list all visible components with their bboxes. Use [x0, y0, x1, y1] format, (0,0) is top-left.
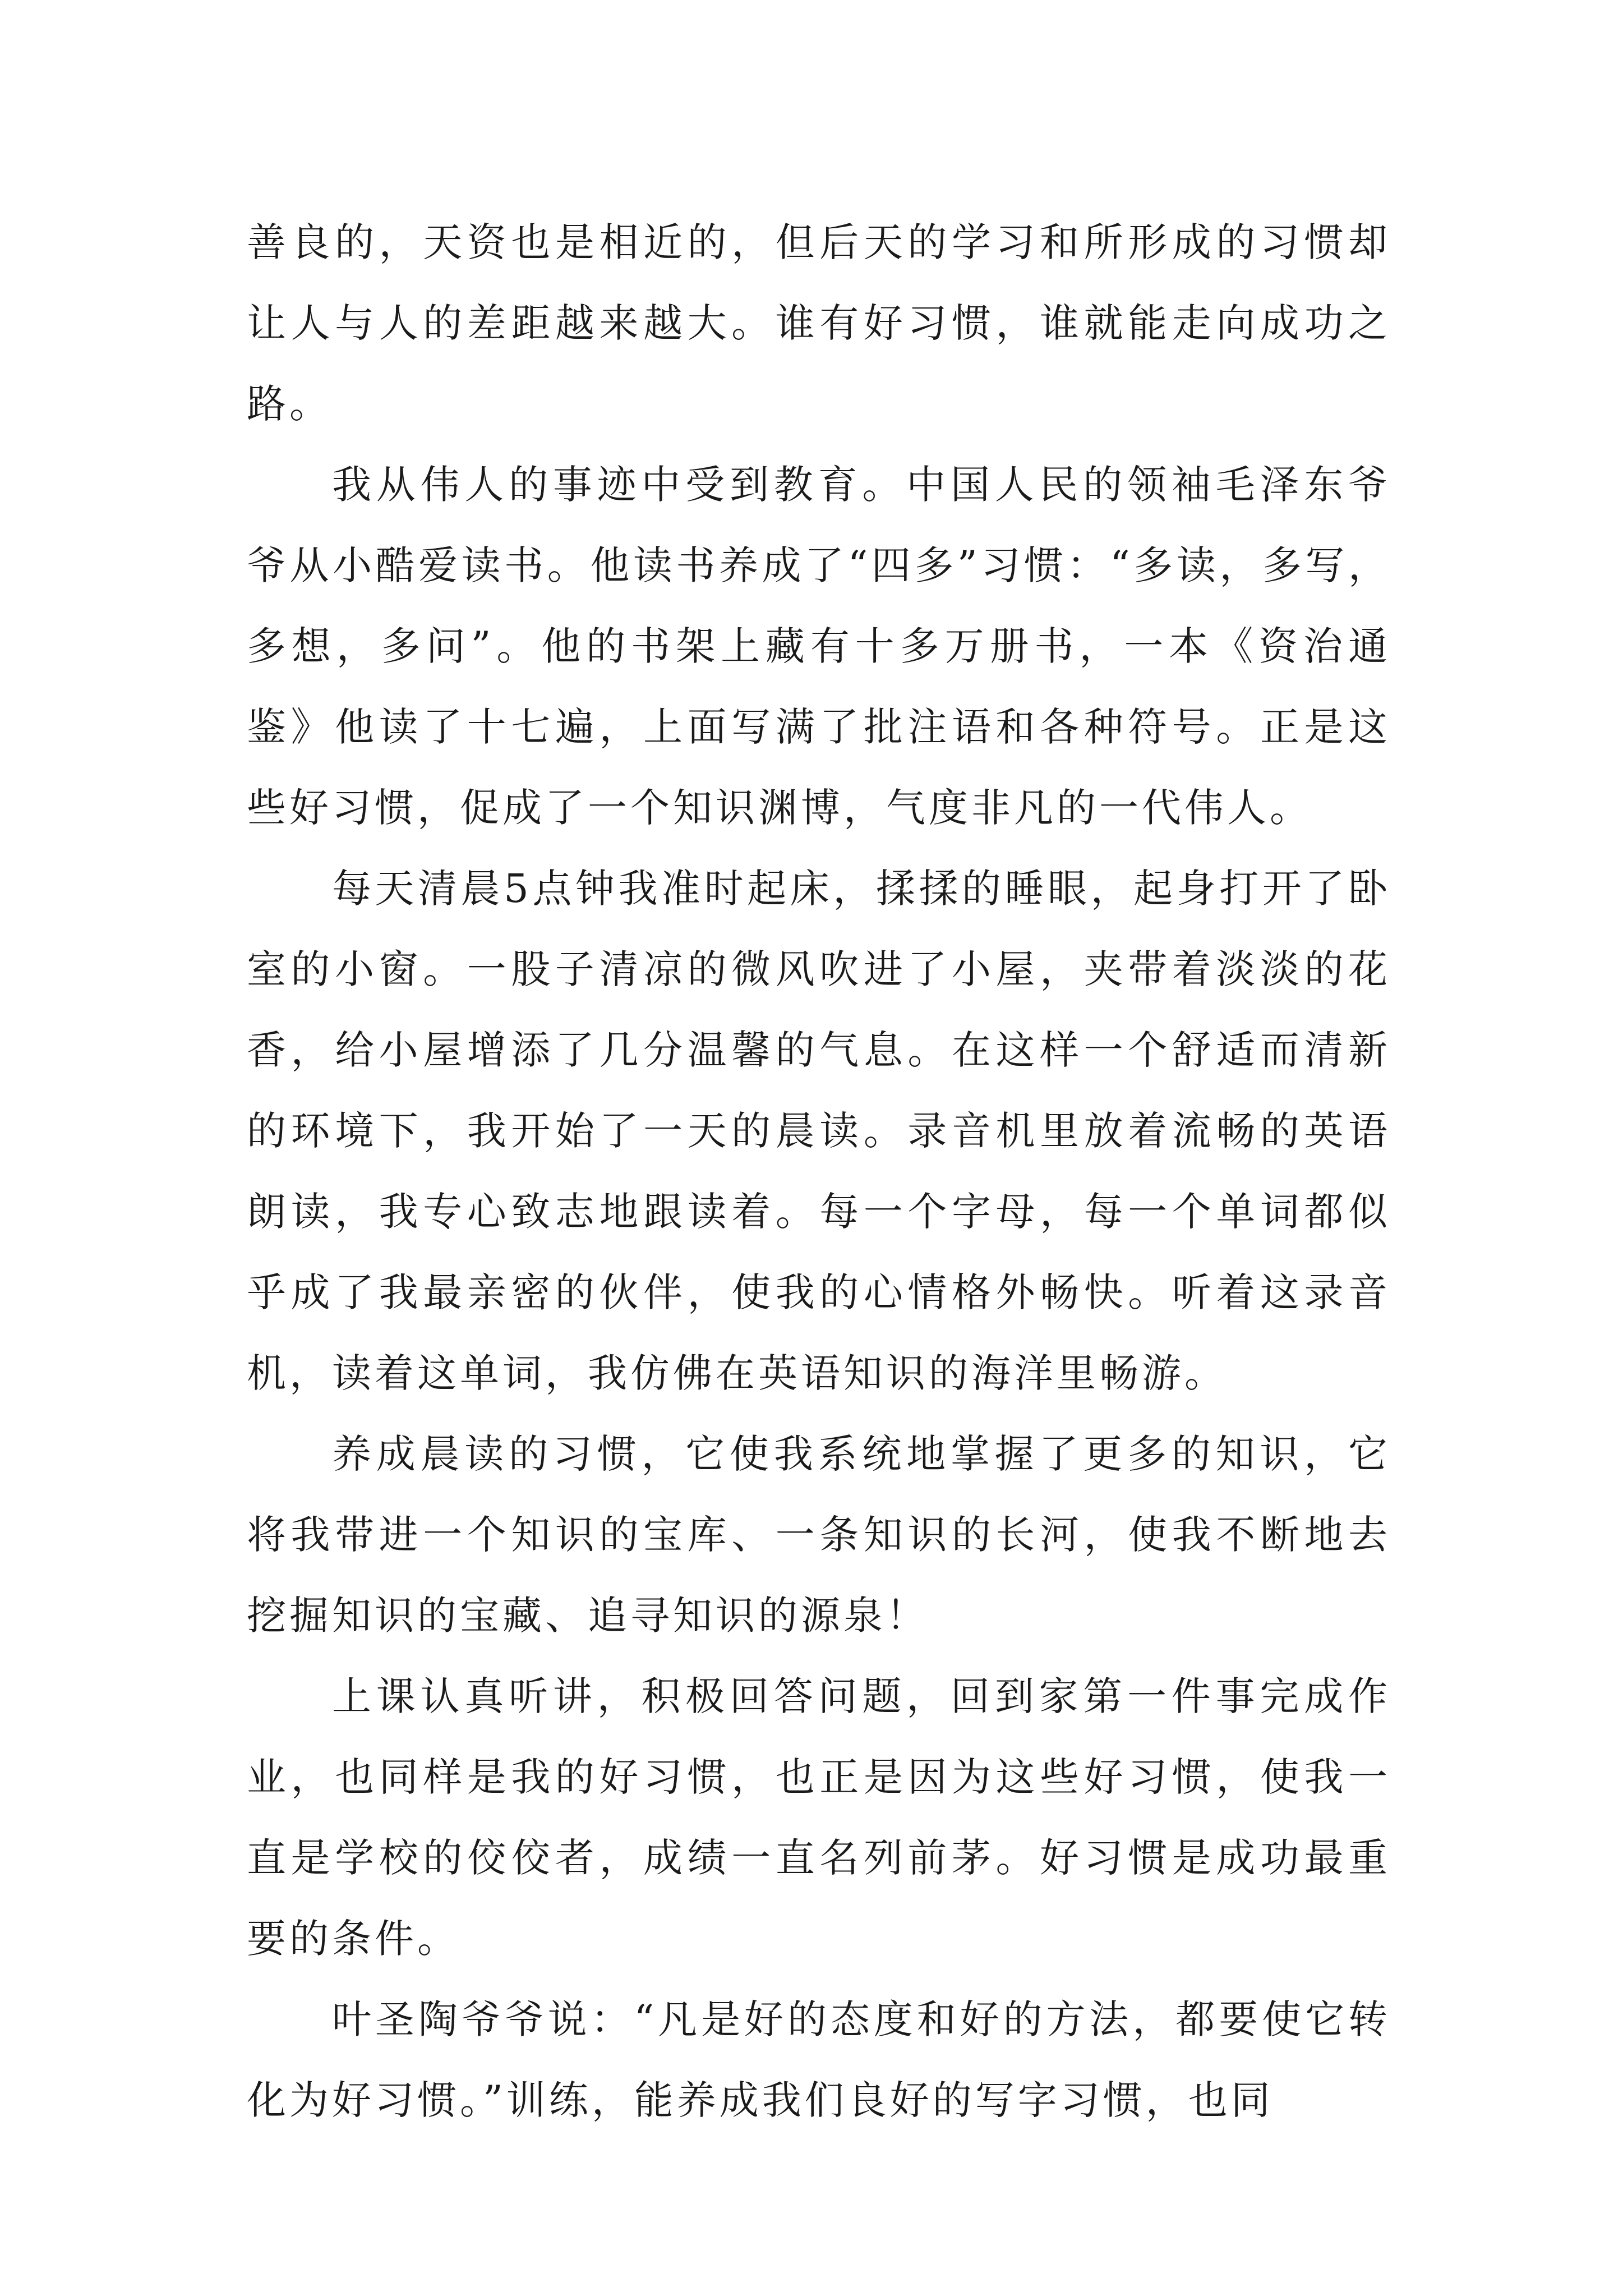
paragraph-class-habits: 上课认真听讲，积极回答问题，回到家第一件事完成作业，也同样是我的好习惯，也正是因为这些好习惯，使我一直是学校的佼佼者，成绩一直名列前茅。好习惯是成功最重要的条件。	[247, 1673, 1391, 1962]
paragraph-morning-reading: 每天清晨5点钟我准时起床，揉揉的睡眼，起身打开了卧室的小窗。一股子清凉的微风吹进了小屋，夹带着淡淡的花香，给小屋增添了几分温馨的气息。在这样一个舒适而清新的环境下，我开始了一天的晨读。录音机里放着流畅的英语朗读，我专心致志地跟读着。每一个字母，每一个单词都似乎成了我最亲密的伙伴，使我的心情格外畅快。听着这录音机，读着这单词，我仿佛在英语知识的海洋里畅游。	[247, 866, 1391, 1396]
paragraph-mao-zedong: 我从伟人的事迹中受到教育。中国人民的领袖毛泽东爷爷从小酷爱读书。他读书养成了“四多”习惯：“多读，多写，多想，多问”。他的书架上藏有十多万册书，一本《资治通鉴》他读了十七遍，上面写满了批注语和各种符号。正是这些好习惯，促成了一个知识渊博，气度非凡的一代伟人。	[247, 462, 1391, 831]
paragraph-reading-habit: 养成晨读的习惯，它使我系统地掌握了更多的知识，它将我带进一个知识的宝库、一条知识的长河，使我不断地去挖掘知识的宝藏、追寻知识的源泉！	[247, 1431, 1391, 1639]
paragraph-continuation: 善良的，天资也是相近的，但后天的学习和所形成的习惯却让人与人的差距越来越大。谁有好习惯，谁就能走向成功之路。	[247, 219, 1391, 427]
document-body	[247, 202, 1391, 2141]
paragraph-ye-shengtao-quote: 叶圣陶爷爷说：“凡是好的态度和好的方法，都要使它转化为好习惯。”训练，能养成我们良好的写字习惯，也同	[247, 1996, 1391, 2123]
